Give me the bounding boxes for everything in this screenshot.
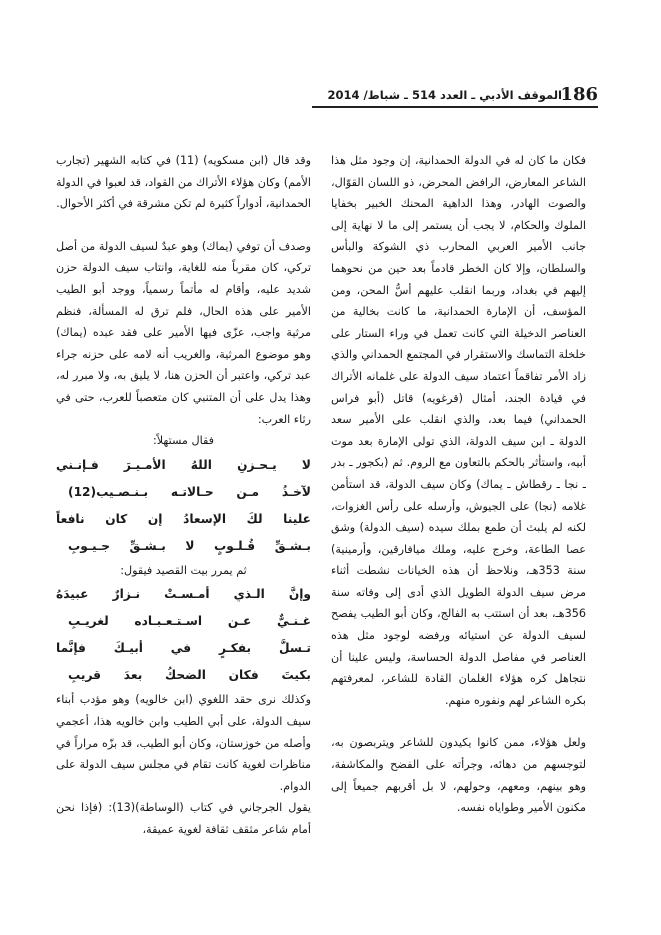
paragraph: يقول الجرجاني في كتاب (الوساطة)(13): (فإذا نحن أمام شاعر مثقف ثقافة لغوية عميقة، [56, 801, 311, 836]
left-column [56, 150, 311, 840]
paragraph: فكان ما كان له في الدولة الحمدانية، إن وجود مثل هذا الشاعر المعارض، الرافض المحرض، ذو اللسان القوّال، والصوت الهادر، وهذا الداهية المحنك الخبير بخفايا الملوك والحكام، لا يجب أن يستمر إلى ما لا نهاية إلى جانب الأمير العربي المحارب ذي الشوكة والبأس والسلطان، وإلا كان الخطر قادماً بعد حين من نحوهما إليهم في بغداد، وربما انقلب عليهم أسُّ المحن، ومن المؤسف، أن الإمارة الحمدانية، ما كانت بخالية من العناصر الدخيلة التي كانت تعمل في وراء الستار على خلخلة التماسك والاستقرار في المجتمع الحمداني والذي زاد الأمر تفاقماً اعتماد سيف الدولة على غلمانه الأتراك في قيادة الجند، أمثال (قرغويه) قاتل (أبو فراس الحمداني) فيما بعد، والذي انقلب على الأمير سعد الدولة ـ ابن سيف الدولة، الذي تولى الإمارة بعد موت أبيه، واستأثر بالحكم بالتعاون مع الروم. ثم (بكجور ـ بدر ـ نجا ـ رقطاش ـ يماك) وكان سيف الدولة، قد استأمن غلامه (نجا) على الجيوش، وأرسله على رأس الغزوات، لكنه لم يلبث أن طمع بملك سيده (سيف الدولة) وشق عصا الطاعة، وخرج عليه، وملك ميافارقين، وأرمينية) سنة 353هـ، ونلاحظ أن هذه الخيانات نشطت أثناء مرض سيف الدولة الطويل الذي أدى إلى وفاته سنة 356هـ، بعد أن استتب به الفالج، وكان أبو الطيب يفصح لسيف الدولة عن استيائه ورفضه لوجود مثل هذه العناصر في مفاصل الدولة الحساسة، وليس علينا أن نتجاهل كره هؤلاء الغلمان القادة للشاعر، لمعرفتهم بكره الشاعر لهم ونفوره منهم. [331, 154, 586, 707]
verse-line: تـسلَّ بفكـرٍ في أبيـكَ فإنَّما [56, 641, 311, 656]
verse-line: لآخـذُ مـن حـالاتـه بـنـصـيب(12) [68, 484, 311, 499]
paragraph-gap [56, 215, 311, 236]
verse-line: وإنَّ الـذي أمـسـتْ نـزارٌ عبيدَهُ [56, 587, 311, 602]
verse-intro: ثم يمرر بيت القصيد فيقول: [120, 563, 247, 577]
right-column [331, 150, 586, 905]
header-rule [312, 106, 598, 108]
verse-line: غـنـيٌّ عـن اسـتـعـبـاده لغريـبِ [68, 614, 311, 629]
paragraph-gap [331, 711, 586, 732]
paragraph: وصدف أن توفي (يماك) وهو عبدٌ لسيف الدولة من أصل تركي، كان مقرباً منه للغاية، وانتاب سيف الدولة حزن شديد عليه، وأقام له مأتماً رسمياً، ووجد أبو الطيب الأمير على هذه الحال، فلم ترق له المسألة، فنظم مرثية واجب، عزّى فيها الأمير على فقد عبده (يماك) وهو موضوع المرثية، والغريب أنه لامه على حزنه جراء عبد تركي، واعتبر أن الحزن هنا، لا يليق به، ولا مبرر له، وهذا يدل على أن المتنبي كان متعصباً للعرب، حتى في رثاء العرب: [56, 239, 311, 426]
paragraph: وقد قال (ابن مسكويه) (11) في كتابه الشهير (تجارب الأمم) وكان هؤلاء الأتراك من القواد، قد لعبوا في الدولة الحمدانية، أدواراً كثيرة لم تكن مشرقة في أكثر الأحوال. [56, 154, 311, 211]
page-number: 186 [560, 84, 598, 105]
verse-line: بكيتَ فكان الضحكُ بعدَ قريبِ [68, 668, 311, 683]
paragraph: وكذلك نرى حقد اللغوي (ابن خالويه) وهو مؤدب أبناء سيف الدولة، على أبي الطيب وابن خالويه هذا، أعجمي وأصله من خوزستان، وكان أبو الطيب، قد بزّه مراراً في مناظرات لغوية كانت تقام في مجلس سيف الدولة على الدوام. [56, 693, 311, 793]
verse-line: بـشـقِّ قُـلـوبٍ لا بـشـقِّ جـيـوبِ [68, 538, 311, 553]
verse-line: علينا لكَ الإسعادُ إن كان نافعاً [56, 511, 311, 526]
paragraph: ولعل هؤلاء، ممن كانوا يكيدون للشاعر ويتربصون به، لتوجسهم من دهائه، وجرأته على الفضح والمكاشفة، وهو بينهم، ومعهم، وحولهم، لا بل أقربهم جميعاً إلى مكنون الأمير وطواياه نفسه. [331, 736, 586, 815]
page-header [312, 84, 598, 110]
verse-line: لا يـحـزنِ اللهُ الأمـيـرَ فـإنـني [56, 457, 311, 472]
running-title: الموقف الأدبي ـ العدد 514 ـ شباط/ 2014 [327, 88, 562, 102]
verse-intro: فقال مستهلاً: [152, 434, 215, 448]
